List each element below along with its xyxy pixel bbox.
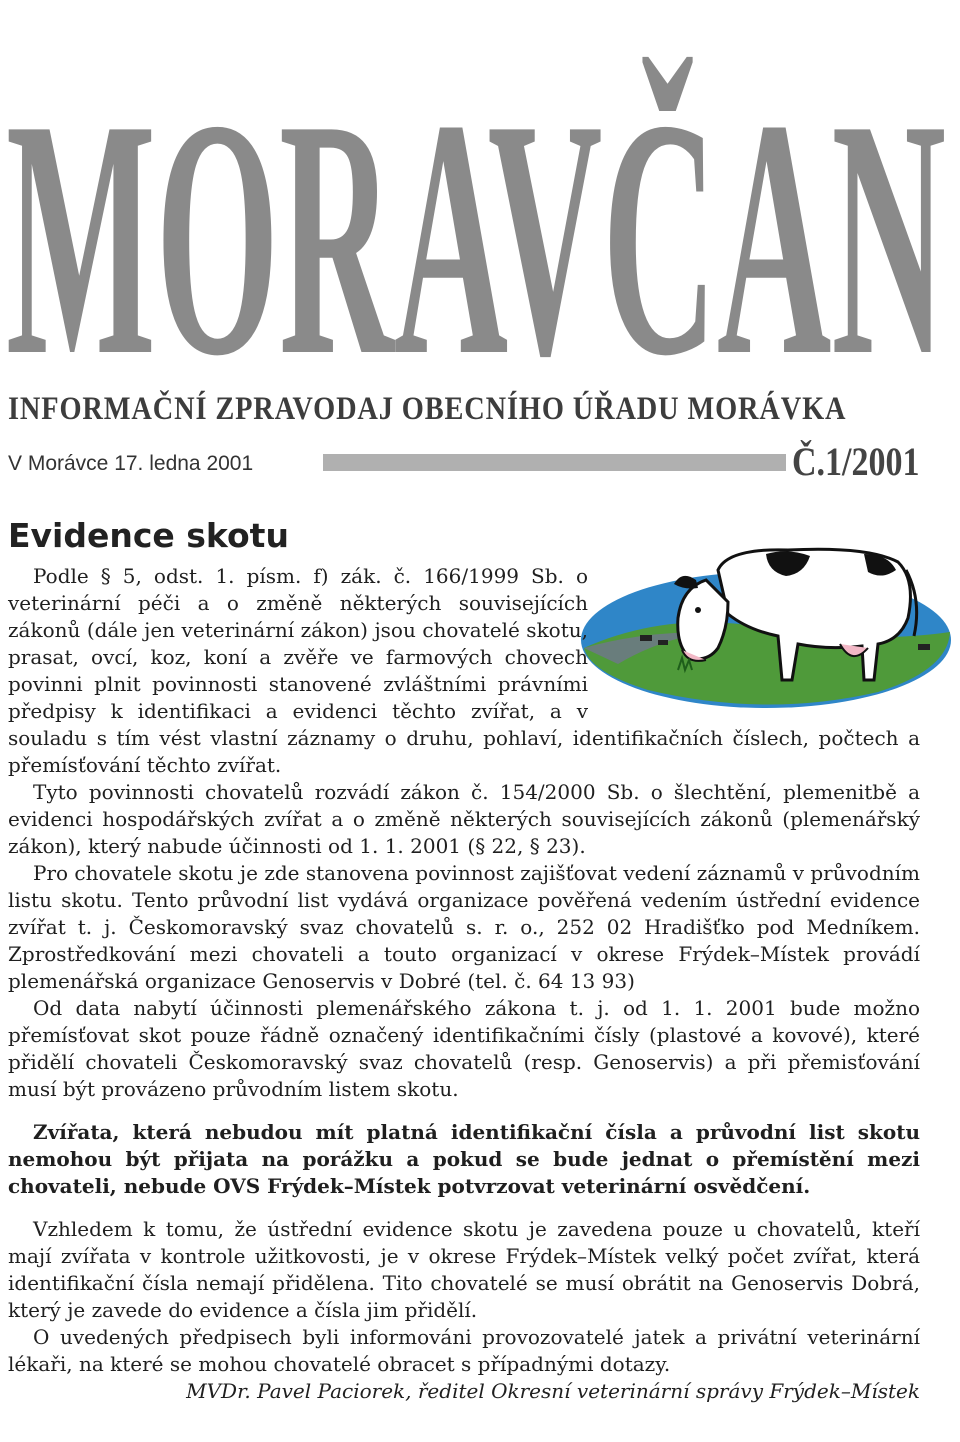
article-paragraph-5: Vzhledem k tomu, že ústřední evidence skotu je zavedena pouze u chovatelů, kteří mají zvířata v kontrole užitkovosti, je v okrese Frýdek–Místek velký počet zvířat, která identifikační čísla nemají přidělena. Tito chovatelé se musí obrátit na Genoservis Dobrá, který je zavede do evidence a čísla jim přidělí. [8, 1217, 920, 1322]
masthead-logo [6, 10, 954, 370]
issue-number: Č.1/2001 [792, 439, 920, 484]
dateline: V Morávce 17. ledna 2001 [8, 452, 254, 475]
article-body [8, 563, 920, 1405]
illustration-spacer [588, 563, 920, 715]
newsletter-subtitle: INFORMAČNÍ ZPRAVODAJ OBECNÍHO ÚŘADU MORÁVKA [8, 391, 847, 427]
author-signature: MVDr. Pavel Paciorek, ředitel Okresní veterinární správy Frýdek–Místek [186, 1379, 920, 1403]
article-paragraph-6: O uvedených předpisech byli informováni provozovatelé jatek a privátní veterinární lékaři, na které se mohou chovatelé obracet s případnými dotazy. [8, 1325, 920, 1376]
article-paragraph-4: Od data nabytí účinnosti plemenářského zákona t. j. od 1. 1. 2001 bude možno přemísťovat skot pouze řádně označený identifikačními čísly (plastové a kovové), které přidělí chovateli Českomoravský svaz chovatelů (resp. Genoservis) a při přemisťování musí být provázeno průvodním listem skotu. [8, 996, 920, 1101]
article-paragraph-1: Podle § 5, odst. 1. písm. f) zák. č. 166/1999 Sb. o veterinární péči a o změně některých souvisejících zákonů (dále jen veterinární zákon) jsou chovatelé skotu, prasat, ovcí, koz, koní a zvěře ve farmových chovech povinni plnit povinnosti stanovené zvláštními právními předpisy k identifikaci a evidenci těchto zvířat, a v souladu s tím vést vlastní záznamy o druhu, pohlaví, identifikačních číslech, počtech a přemísťování těchto zvířat. [8, 564, 920, 777]
masthead [6, 10, 954, 370]
date-divider-bar [323, 454, 786, 471]
article-warning: Zvířata, která nebudou mít platná identifikační čísla a průvodní list skotu nemohou být přijata na porážku a pokud se bude jednat o přemístění mezi chovateli, nebude OVS Frýdek–Místek potvrzovat veterinární osvědčení. [8, 1120, 920, 1198]
masthead-title: MORAVČAN [6, 49, 946, 370]
article-headline: Evidence skotu [8, 516, 289, 555]
article-paragraph-2: Tyto povinnosti chovatelů rozvádí zákon č. 154/2000 Sb. o šlechtění, plemenitbě a evidenci hospodářských zvířat a o změně některých souvisejících zákonů (plemenářský zákon), který nabude účinnosti od 1. 1. 2001 (§ 22, § 23). [8, 780, 920, 858]
article-paragraph-3: Pro chovatele skotu je zde stanovena povinnost zajišťovat vedení záznamů v průvodním listu skotu. Tento průvodní list vydává organizace pověřená vedením ústřední evidence zvířat t. j. Českomoravský svaz chovatelů s. r. o., 252 02 Hradišťko pod Medníkem. Zprostředkování mezi chovateli a touto organizací v okrese Frýdek–Místek provádí plemenářská organizace Genoservis v Dobré (tel. č. 64 13 93) [8, 861, 921, 993]
